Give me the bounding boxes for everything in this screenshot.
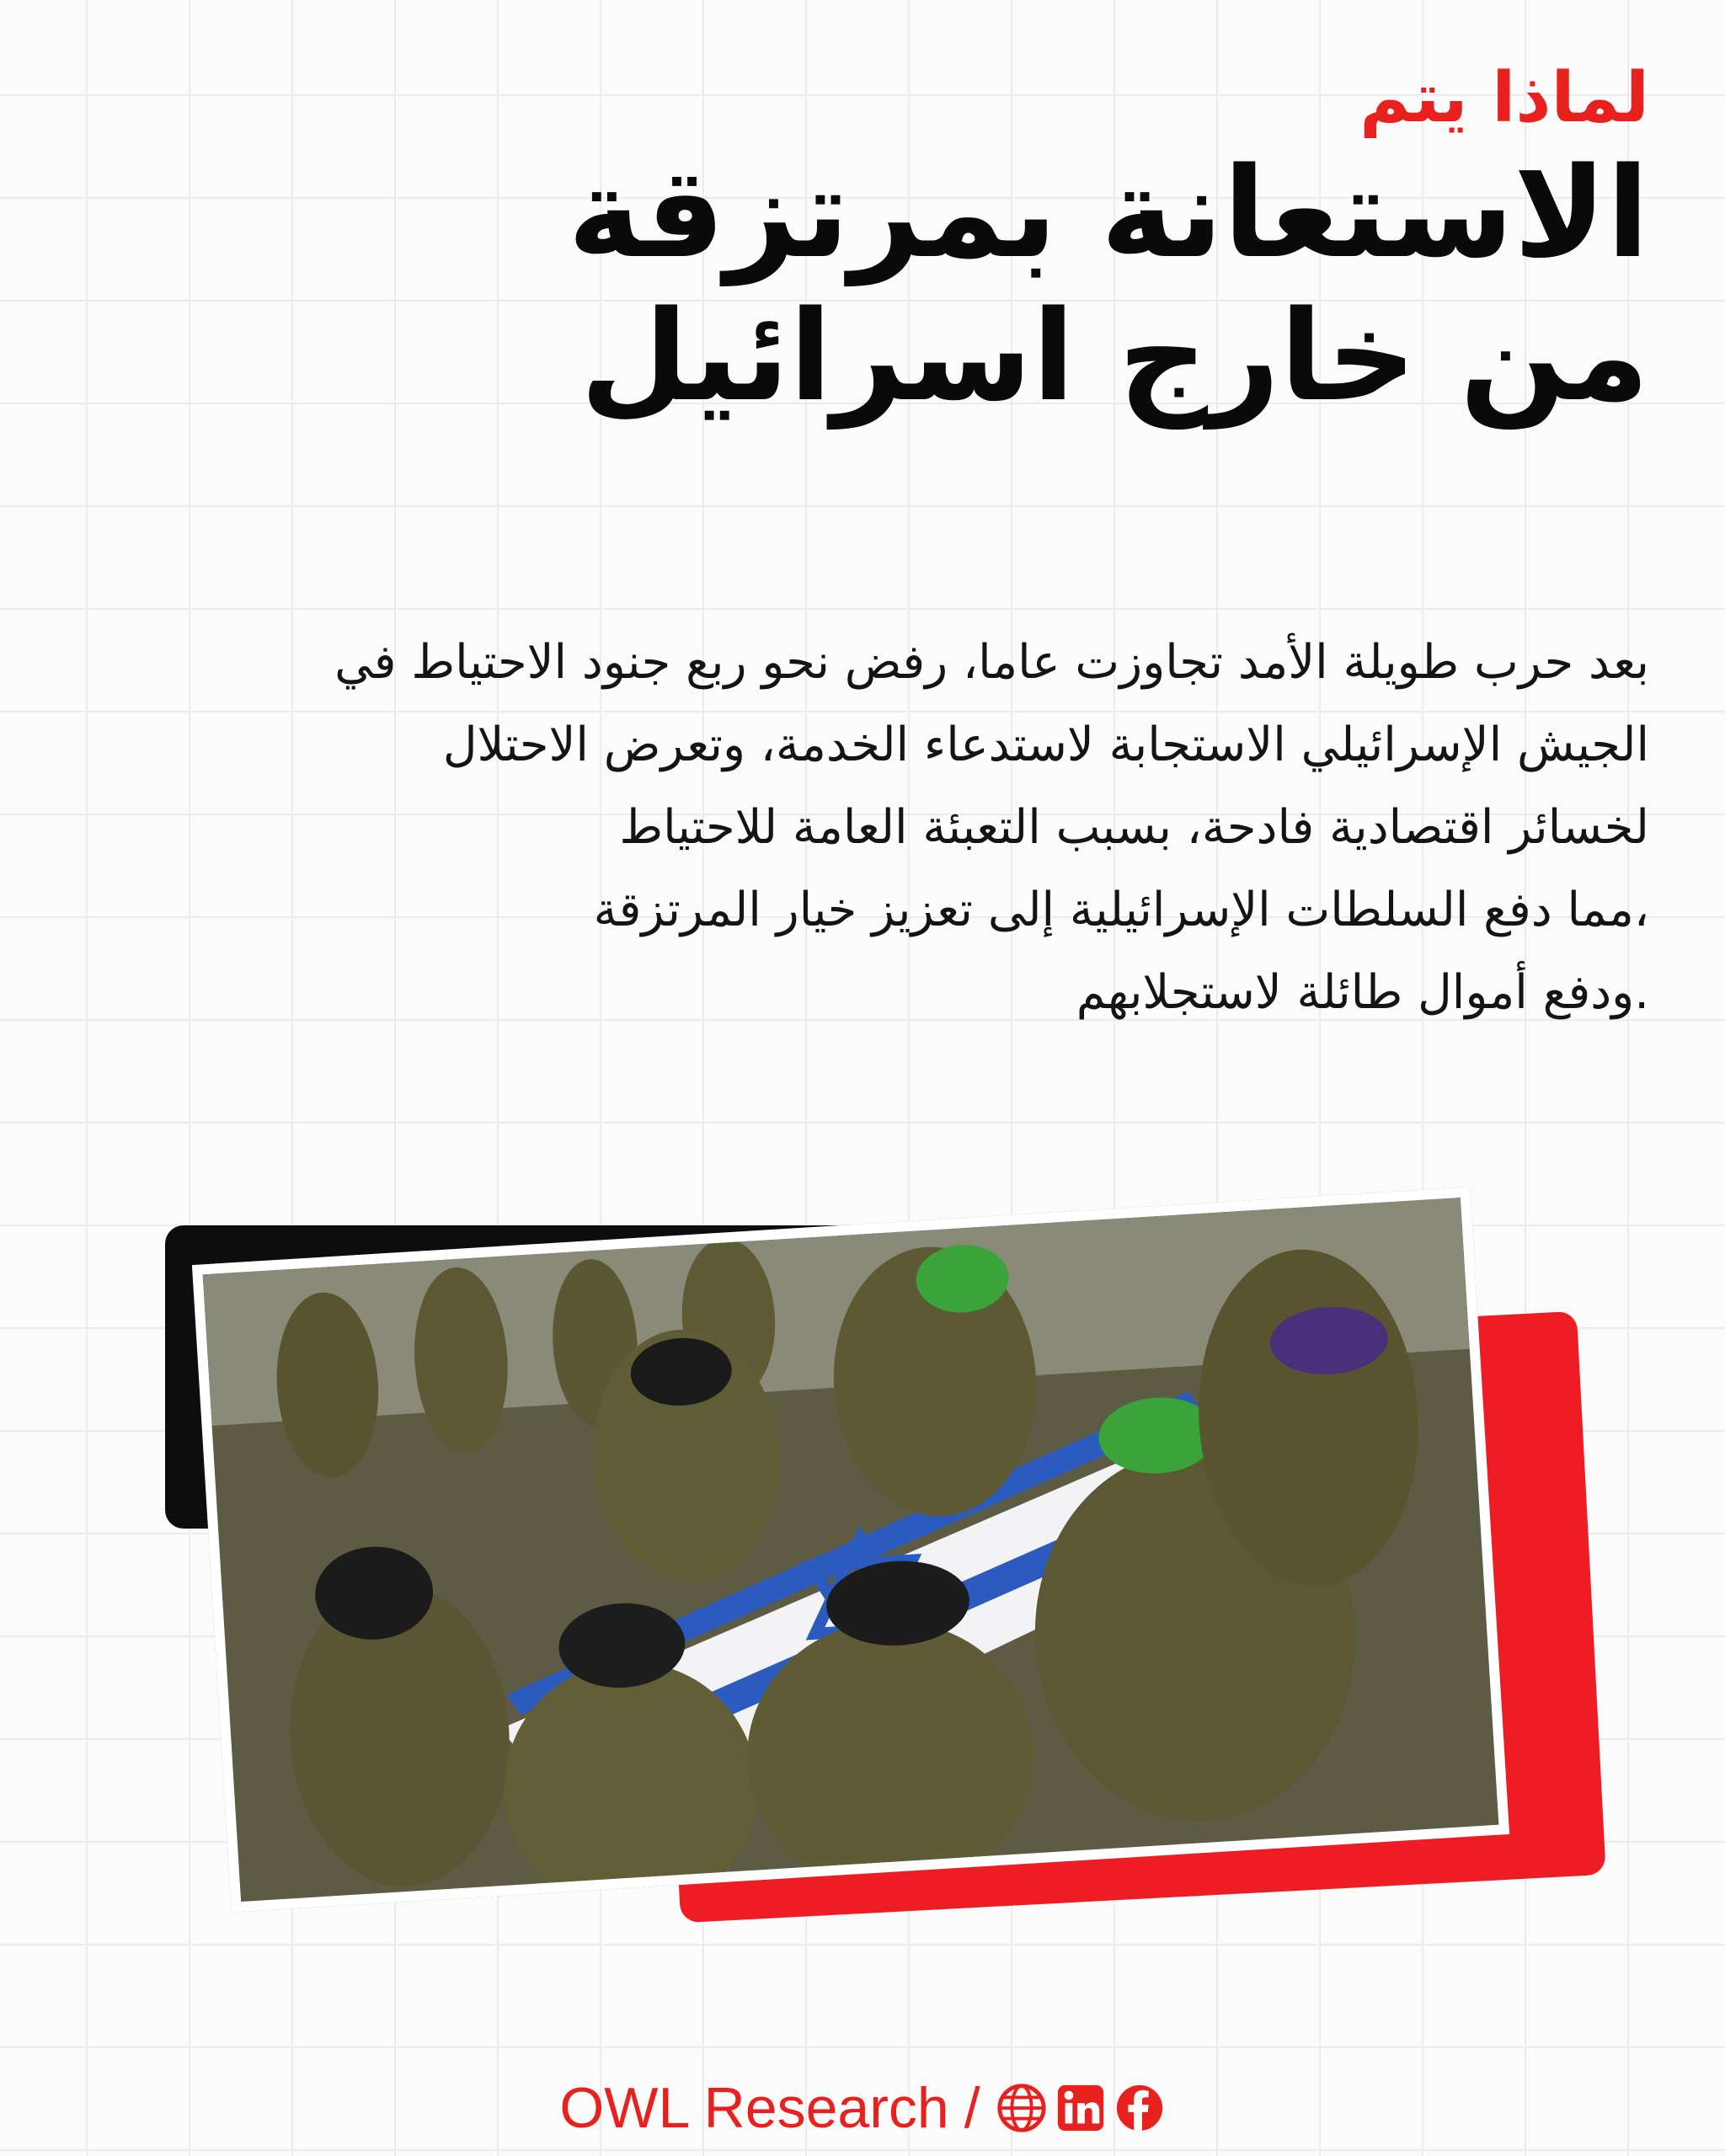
body-line: ،مما دفع السلطات الإسرائيلية إلى تعزيز خيار المرتزقة bbox=[593, 883, 1649, 937]
headline-kicker: لماذا يتم bbox=[1359, 58, 1649, 138]
body-line: لخسائر اقتصادية فادحة، بسبب التعبئة العامة للاحتياط bbox=[619, 800, 1649, 855]
body-line: الجيش الإسرائيلي الاستجابة لاستدعاء الخدمة، وتعرض الاحتلال bbox=[442, 718, 1649, 772]
body-paragraph bbox=[200, 622, 1649, 1034]
linkedin-icon[interactable] bbox=[1055, 2082, 1107, 2134]
headline bbox=[386, 59, 1649, 429]
brand-name: OWL Research bbox=[559, 2076, 949, 2140]
headline-title bbox=[386, 141, 1649, 428]
globe-icon[interactable] bbox=[996, 2082, 1048, 2134]
body-line: .ودفع أموال طائلة لاستجلابهم bbox=[1076, 965, 1649, 1020]
body-line: بعد حرب طويلة الأمد تجاوزت عاما، رفض نحو ربع جنود الاحتياط في bbox=[334, 635, 1649, 690]
social-icons bbox=[996, 2082, 1166, 2134]
footer-separator: / bbox=[964, 2076, 980, 2140]
news-photo bbox=[192, 1187, 1509, 1912]
facebook-icon[interactable] bbox=[1114, 2082, 1166, 2134]
photo-illustration bbox=[203, 1198, 1499, 1902]
headline-title-line-1: الاستعانة بمرتزقة bbox=[567, 141, 1649, 286]
footer bbox=[0, 2070, 1725, 2146]
headline-title-line-2: من خارج اسرائيل bbox=[579, 284, 1649, 430]
